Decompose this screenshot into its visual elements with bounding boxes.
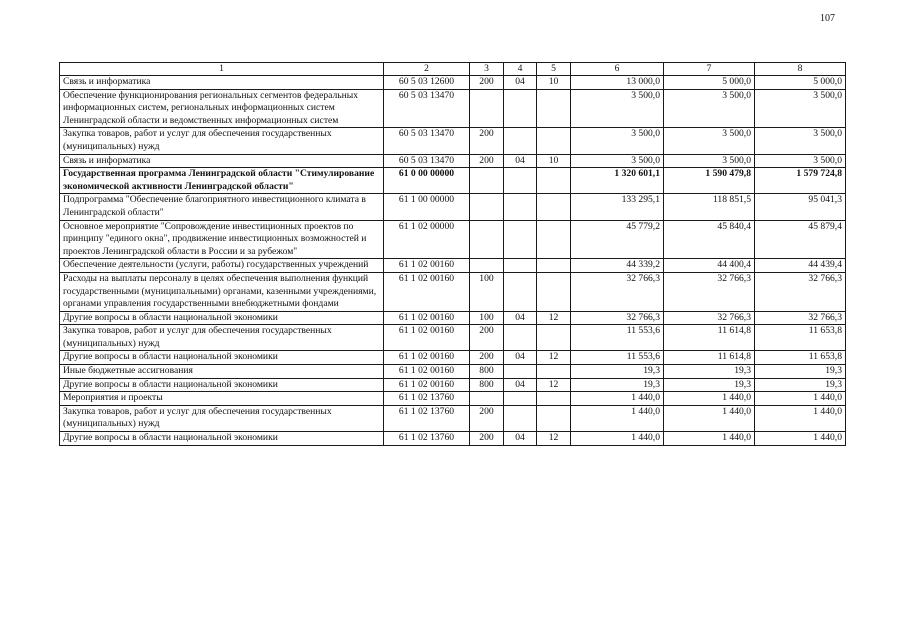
row-pr-cell: [537, 272, 571, 311]
row-rz-cell: [504, 272, 537, 311]
row-rz-cell: [504, 365, 537, 379]
row-name-cell: Подпрограмма "Обеспечение благоприятного инвестиционного климата в Ленинградской области": [60, 194, 384, 220]
row-code-cell: 61 1 02 00160: [384, 325, 470, 351]
row-name-cell: Расходы на выплаты персоналу в целях обеспечения выполнения функций государственными (муниципальными) органами, казенными учреждениями, органами управления государственными внебюджетными фондами: [60, 272, 384, 311]
header-cell: 7: [664, 63, 755, 76]
row-code-cell: 61 1 02 00160: [384, 311, 470, 325]
row-vr-cell: 200: [470, 128, 504, 154]
row-code-cell: 61 0 00 00000: [384, 168, 470, 194]
row-value-2025-cell: 19,3: [755, 365, 846, 379]
row-vr-cell: 200: [470, 154, 504, 168]
row-value-2023-cell: 32 766,3: [571, 311, 664, 325]
row-value-2025-cell: 44 439,4: [755, 259, 846, 273]
row-code-cell: 61 1 02 00160: [384, 378, 470, 392]
row-value-2024-cell: 11 614,8: [664, 351, 755, 365]
row-vr-cell: 100: [470, 272, 504, 311]
row-pr-cell: [537, 128, 571, 154]
row-vr-cell: 200: [470, 351, 504, 365]
row-pr-cell: [537, 365, 571, 379]
row-value-2025-cell: 3 500,0: [755, 89, 846, 128]
row-value-2023-cell: 13 000,0: [571, 76, 664, 90]
row-name-cell: Связь и информатика: [60, 76, 384, 90]
header-cell: 5: [537, 63, 571, 76]
row-rz-cell: [504, 89, 537, 128]
row-rz-cell: 04: [504, 311, 537, 325]
row-value-2024-cell: 32 766,3: [664, 311, 755, 325]
row-value-2023-cell: 32 766,3: [571, 272, 664, 311]
row-value-2024-cell: 11 614,8: [664, 325, 755, 351]
row-name-cell: Обеспечение функционирования региональных сегментов федеральных информационных систем, региональных информационных систем Ленинградской области и ведомственных информационных систем: [60, 89, 384, 128]
row-name-cell: Обеспечение деятельности (услуги, работы) государственных учреждений: [60, 259, 384, 273]
row-value-2023-cell: 19,3: [571, 365, 664, 379]
budget-table: [59, 62, 846, 446]
row-pr-cell: [537, 392, 571, 406]
row-pr-cell: [537, 325, 571, 351]
row-name-cell: Закупка товаров, работ и услуг для обеспечения государственных (муниципальных) нужд: [60, 128, 384, 154]
row-value-2024-cell: 3 500,0: [664, 154, 755, 168]
row-value-2023-cell: 3 500,0: [571, 128, 664, 154]
row-name-cell: Основное мероприятие "Сопровождение инвестиционных проектов по принципу "единого окна", продвижение инвестиционных возможностей и проектов Ленинградской области в России и за рубежом": [60, 220, 384, 259]
row-vr-cell: [470, 392, 504, 406]
row-value-2024-cell: 19,3: [664, 365, 755, 379]
table-row: [60, 365, 846, 379]
row-code-cell: 61 1 00 00000: [384, 194, 470, 220]
row-value-2025-cell: 5 000,0: [755, 76, 846, 90]
row-name-cell: Другие вопросы в области национальной экономики: [60, 351, 384, 365]
table-row: [60, 311, 846, 325]
row-pr-cell: [537, 405, 571, 431]
row-value-2025-cell: 1 440,0: [755, 432, 846, 446]
row-code-cell: 61 1 02 00000: [384, 220, 470, 259]
row-value-2025-cell: 3 500,0: [755, 128, 846, 154]
row-pr-cell: 12: [537, 432, 571, 446]
row-pr-cell: 10: [537, 76, 571, 90]
table-row: [60, 272, 846, 311]
row-value-2023-cell: 45 779,2: [571, 220, 664, 259]
row-code-cell: 61 1 02 13760: [384, 392, 470, 406]
table-row: [60, 259, 846, 273]
row-code-cell: 61 1 02 13760: [384, 432, 470, 446]
row-value-2024-cell: 1 590 479,8: [664, 168, 755, 194]
row-value-2024-cell: 19,3: [664, 378, 755, 392]
row-code-cell: 61 1 02 00160: [384, 272, 470, 311]
table-row: [60, 220, 846, 259]
row-value-2025-cell: 32 766,3: [755, 311, 846, 325]
row-code-cell: 60 5 03 13470: [384, 89, 470, 128]
row-rz-cell: [504, 194, 537, 220]
row-value-2025-cell: 32 766,3: [755, 272, 846, 311]
row-value-2025-cell: 3 500,0: [755, 154, 846, 168]
row-code-cell: 61 1 02 00160: [384, 351, 470, 365]
row-name-cell: Закупка товаров, работ и услуг для обеспечения государственных (муниципальных) нужд: [60, 325, 384, 351]
row-pr-cell: 12: [537, 351, 571, 365]
row-rz-cell: 04: [504, 76, 537, 90]
row-value-2023-cell: 1 440,0: [571, 392, 664, 406]
header-cell: 4: [504, 63, 537, 76]
row-value-2024-cell: 44 400,4: [664, 259, 755, 273]
row-value-2024-cell: 1 440,0: [664, 405, 755, 431]
row-value-2025-cell: 1 579 724,8: [755, 168, 846, 194]
header-cell: 3: [470, 63, 504, 76]
page-number: 107: [820, 13, 835, 24]
row-name-cell: Другие вопросы в области национальной экономики: [60, 432, 384, 446]
row-name-cell: Закупка товаров, работ и услуг для обеспечения государственных (муниципальных) нужд: [60, 405, 384, 431]
row-vr-cell: [470, 89, 504, 128]
row-value-2024-cell: 3 500,0: [664, 128, 755, 154]
row-value-2024-cell: 5 000,0: [664, 76, 755, 90]
row-name-cell: Связь и информатика: [60, 154, 384, 168]
row-vr-cell: [470, 220, 504, 259]
table-row: [60, 378, 846, 392]
row-rz-cell: [504, 392, 537, 406]
row-rz-cell: 04: [504, 378, 537, 392]
row-pr-cell: 10: [537, 154, 571, 168]
row-pr-cell: [537, 89, 571, 128]
row-name-cell: Другие вопросы в области национальной экономики: [60, 311, 384, 325]
row-pr-cell: 12: [537, 378, 571, 392]
row-code-cell: 60 5 03 13470: [384, 128, 470, 154]
row-value-2024-cell: 118 851,5: [664, 194, 755, 220]
table-row: [60, 128, 846, 154]
row-value-2025-cell: 19,3: [755, 378, 846, 392]
row-value-2025-cell: 1 440,0: [755, 392, 846, 406]
row-value-2024-cell: 45 840,4: [664, 220, 755, 259]
table-row: [60, 76, 846, 90]
row-value-2024-cell: 3 500,0: [664, 89, 755, 128]
row-value-2024-cell: 32 766,3: [664, 272, 755, 311]
table-row: [60, 351, 846, 365]
row-vr-cell: [470, 194, 504, 220]
table-row: [60, 432, 846, 446]
row-value-2023-cell: 133 295,1: [571, 194, 664, 220]
row-value-2025-cell: 11 653,8: [755, 325, 846, 351]
table-row: [60, 405, 846, 431]
row-value-2023-cell: 1 320 601,1: [571, 168, 664, 194]
row-name-cell: Иные бюджетные ассигнования: [60, 365, 384, 379]
row-value-2025-cell: 11 653,8: [755, 351, 846, 365]
row-value-2023-cell: 19,3: [571, 378, 664, 392]
row-rz-cell: [504, 259, 537, 273]
row-rz-cell: 04: [504, 432, 537, 446]
row-name-cell: Другие вопросы в области национальной экономики: [60, 378, 384, 392]
row-value-2024-cell: 1 440,0: [664, 432, 755, 446]
row-rz-cell: 04: [504, 351, 537, 365]
table-row: [60, 194, 846, 220]
row-rz-cell: [504, 220, 537, 259]
row-value-2024-cell: 1 440,0: [664, 392, 755, 406]
row-value-2025-cell: 95 041,3: [755, 194, 846, 220]
row-vr-cell: 200: [470, 405, 504, 431]
row-value-2023-cell: 44 339,2: [571, 259, 664, 273]
row-rz-cell: [504, 168, 537, 194]
table-row: [60, 392, 846, 406]
row-name-cell: Государственная программа Ленинградской области "Стимулирование экономической активности Ленинградской области": [60, 168, 384, 194]
row-value-2023-cell: 3 500,0: [571, 89, 664, 128]
row-rz-cell: 04: [504, 154, 537, 168]
header-cell: 1: [60, 63, 384, 76]
row-vr-cell: 800: [470, 378, 504, 392]
header-cell: 2: [384, 63, 470, 76]
row-vr-cell: 800: [470, 365, 504, 379]
row-vr-cell: 100: [470, 311, 504, 325]
row-value-2025-cell: 1 440,0: [755, 405, 846, 431]
row-value-2023-cell: 1 440,0: [571, 432, 664, 446]
row-vr-cell: 200: [470, 432, 504, 446]
row-value-2023-cell: 1 440,0: [571, 405, 664, 431]
row-code-cell: 60 5 03 12600: [384, 76, 470, 90]
row-value-2023-cell: 11 553,6: [571, 325, 664, 351]
table-row: [60, 154, 846, 168]
table-header-row: [60, 63, 846, 76]
row-code-cell: 61 1 02 00160: [384, 365, 470, 379]
row-code-cell: 61 1 02 00160: [384, 259, 470, 273]
row-value-2025-cell: 45 879,4: [755, 220, 846, 259]
row-value-2023-cell: 3 500,0: [571, 154, 664, 168]
header-cell: 6: [571, 63, 664, 76]
row-vr-cell: 200: [470, 325, 504, 351]
table-row: [60, 168, 846, 194]
row-pr-cell: [537, 194, 571, 220]
row-vr-cell: [470, 259, 504, 273]
row-vr-cell: 200: [470, 76, 504, 90]
row-rz-cell: [504, 325, 537, 351]
row-vr-cell: [470, 168, 504, 194]
row-pr-cell: [537, 220, 571, 259]
row-pr-cell: 12: [537, 311, 571, 325]
table-row: [60, 89, 846, 128]
row-name-cell: Мероприятия и проекты: [60, 392, 384, 406]
row-pr-cell: [537, 168, 571, 194]
row-code-cell: 61 1 02 13760: [384, 405, 470, 431]
row-rz-cell: [504, 128, 537, 154]
row-rz-cell: [504, 405, 537, 431]
row-code-cell: 60 5 03 13470: [384, 154, 470, 168]
header-cell: 8: [755, 63, 846, 76]
row-value-2023-cell: 11 553,6: [571, 351, 664, 365]
row-pr-cell: [537, 259, 571, 273]
table-row: [60, 325, 846, 351]
